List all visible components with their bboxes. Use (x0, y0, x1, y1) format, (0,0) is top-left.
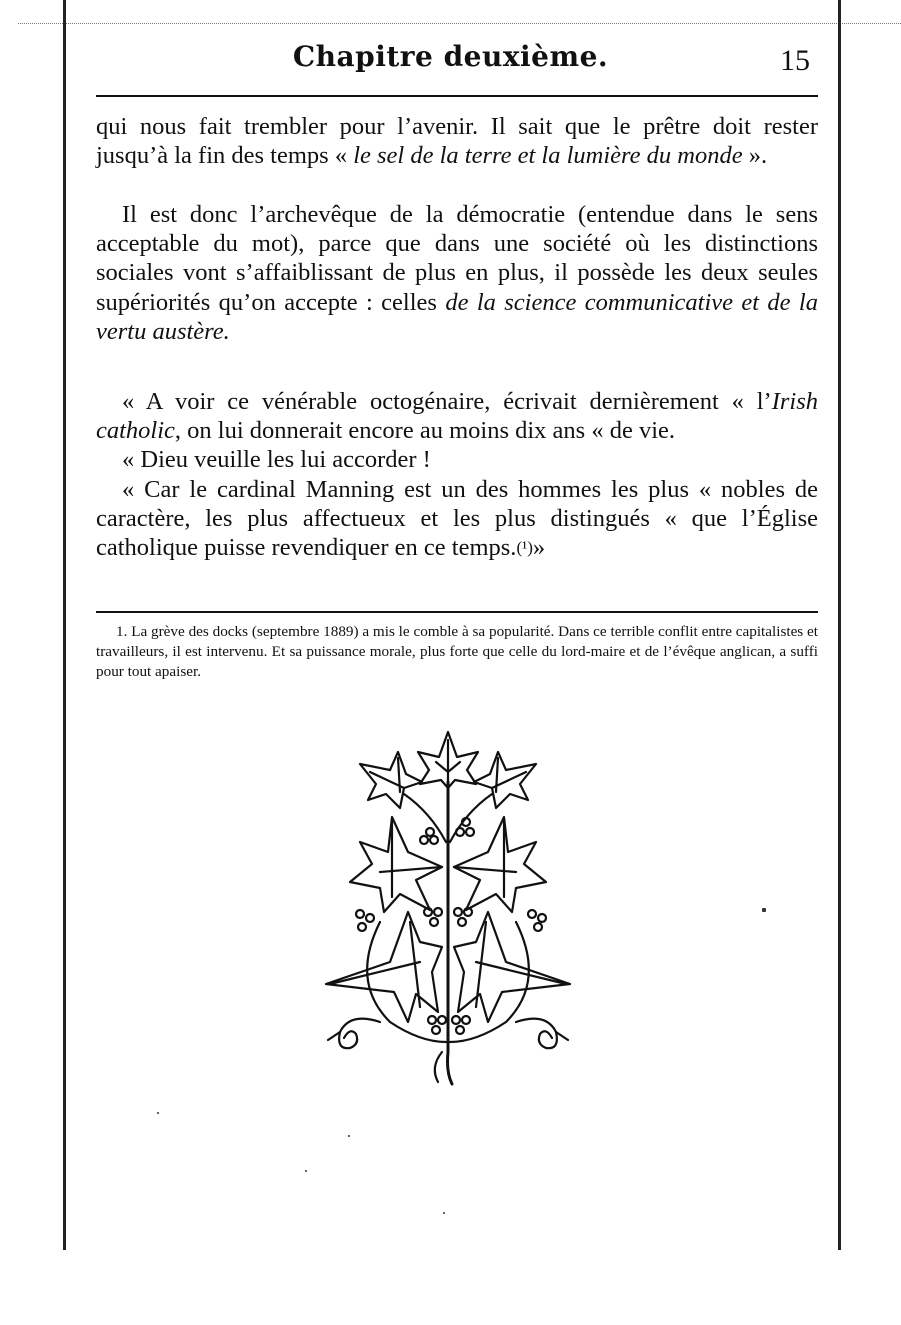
paragraph-1-closing: ». (742, 142, 768, 170)
scan-speck (157, 1112, 159, 1114)
scan-speck (348, 1135, 350, 1137)
page-left-border (63, 0, 66, 1250)
quotation-block (96, 387, 818, 562)
footnote (96, 622, 818, 682)
paragraph-2 (96, 200, 818, 346)
scan-speck (443, 1212, 445, 1214)
header-rule (96, 95, 818, 97)
quote-line-3: « Car le cardinal Manning est un des hommes les plus « nobles de caractère, les plus affectueux et les plus distingués « que l’Église catholique puisse revendiquer en ce temps. (96, 475, 818, 562)
footnote-number: 1. (116, 623, 128, 640)
paragraph-2-italic: de la science communicative et de la vertu austère. (96, 288, 818, 345)
quote-line-1: « A voir ce vénérable octogénaire, écrivait dernièrement « l’ (122, 388, 772, 415)
quote-closing-mark: » (532, 534, 546, 562)
scan-dotted-line (18, 23, 901, 24)
quote-line-2: « Dieu veuille les lui accorder ! (122, 446, 431, 474)
footnote-rule (96, 611, 818, 613)
footnote-text: La grève des docks (septembre 1889) a mis le comble à sa popularité. Dans ce terrible conflit entre capitalistes et travailleurs, il est intervenu. Et sa puissance morale, plus forte que celle du lord-maire et de l’évêque anglican, a suffi pour tout apaiser. (96, 623, 818, 680)
paragraph-1-text: qui nous fait trembler pour l’avenir. Il sait que le prêtre doit rester jusqu’à la fin des temps « (96, 113, 818, 170)
paragraph-1 (96, 112, 818, 170)
footnote-reference[interactable]: (¹) (516, 538, 533, 558)
running-header-title: Chapitre deuxième. (292, 40, 609, 73)
quote-line-1-rest: , on lui donnerait encore au moins dix ans « de vie. (174, 417, 676, 445)
scan-speck (305, 1170, 307, 1172)
quote-italic-source: Irish catholic (96, 388, 818, 445)
scan-speck (762, 908, 766, 912)
paragraph-2-text: Il est donc l’archevêque de la démocratie (entendue dans le sens acceptable du mot), parce que dans une société où les distinctions sociales vont s’affaiblissant de plus en plus, il possède les deux seules supériorités qu’on accepte : celles (96, 201, 818, 316)
page-right-border (838, 0, 841, 1250)
ivy-branch-ornament-icon (320, 722, 576, 1090)
paragraph-1-italic-quote: le sel de la terre et la lumière du monde (353, 142, 743, 170)
page-number: 15 (780, 44, 810, 77)
